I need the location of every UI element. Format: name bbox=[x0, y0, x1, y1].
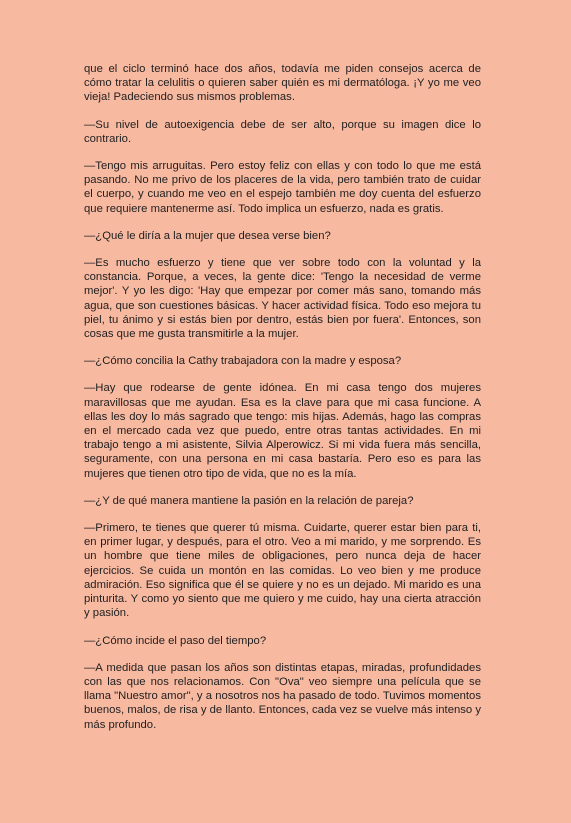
paragraph-question-self-demand: —Su nivel de autoexigencia debe de ser alto, porque su imagen dice lo contrario. bbox=[84, 118, 481, 145]
paragraph-question-passion: —¿Y de qué manera mantiene la pasión en la relación de pareja? bbox=[84, 494, 414, 507]
paragraph-answer-helpers: —Hay que rodearse de gente idónea. En mi casa tengo dos mujeres maravillosas que me ayudan. Esa es la clave para que mi casa funcione. A ellas les doy lo más sagrado que tengo: mis hijas. Además, hago las compras en el mercado cada vez que puedo, entre otras tantas actividades. En mi trabajo tengo a mi asistente, Silvia Alperowicz. Si mi vida fuera más sencilla, seguramente, con una persona en mi casa bastaría. Pero eso es para las mujeres que tienen otro tipo de vida, que no es la mía. bbox=[84, 382, 481, 480]
paragraph-question-work-family: —¿Cómo concilia la Cathy trabajadora con la madre y esposa? bbox=[84, 355, 402, 368]
paragraph-answer-love-yourself: —Primero, te tienes que querer tú misma. Cuidarte, querer estar bien para ti, en primer lugar, y después, para el otro. Veo a mi marido, y me sorprendo. Es un hombre que tiene miles de obligaciones, pero nunca deja de hacer ejercicios. Se cuida un montón en las comidas. Lo veo bien y me produce admiración. Eso significa que él se quiere y no es un dejado. Mi marido es una pinturita. Y como yo siento que me quiero y me cuido, hay una cierta atracción y pasión. bbox=[84, 522, 481, 620]
paragraph-answer-stages: —A medida que pasan los años son distintas etapas, miradas, profundidades con las que nos relacionamos. Con "Ova" veo siempre una película que se llama "Nuestro amor", y a nosotros nos ha pasado de todo. Tuvimos momentos buenos, malos, de risa y de llanto. Entonces, cada vez se vuelve más intenso y más profundo. bbox=[84, 661, 481, 731]
paragraph-question-look-good: —¿Qué le diría a la mujer que desea verse bien? bbox=[84, 229, 331, 242]
paragraph-answer-continuation: que el ciclo terminó hace dos años, todavía me piden consejos acerca de cómo tratar la celulitis o quieren saber quién es mi dermatóloga. ¡Y yo me veo vieja! Padeciendo sus mismos problemas. bbox=[84, 63, 481, 104]
paragraph-answer-effort: —Es mucho esfuerzo y tiene que ver sobre todo con la voluntad y la constancia. Porque, a veces, la gente dice: 'Tengo la necesidad de verme mejor'. Y yo les digo: 'Hay que empezar por comer más sano, tomando más agua, que son cuestiones básicas. Y hacer actividad física. Todo eso mejora tu piel, tu ánimo y si estás bien por dentro, estás bien por fuera'. Entonces, son cosas que me gusta transmitirle a la mujer. bbox=[84, 257, 481, 341]
document-page bbox=[84, 62, 481, 745]
paragraph-question-time: —¿Cómo incide el paso del tiempo? bbox=[84, 634, 267, 647]
paragraph-answer-wrinkles: —Tengo mis arruguitas. Pero estoy feliz con ellas y con todo lo que me está pasando. No me privo de los placeres de la vida, pero también trato de cuidar el cuerpo, y cuando me veo en el espejo también me doy cuenta del esfuerzo que requiere mantenerme así. Todo implica un esfuerzo, nada es gratis. bbox=[84, 160, 481, 215]
